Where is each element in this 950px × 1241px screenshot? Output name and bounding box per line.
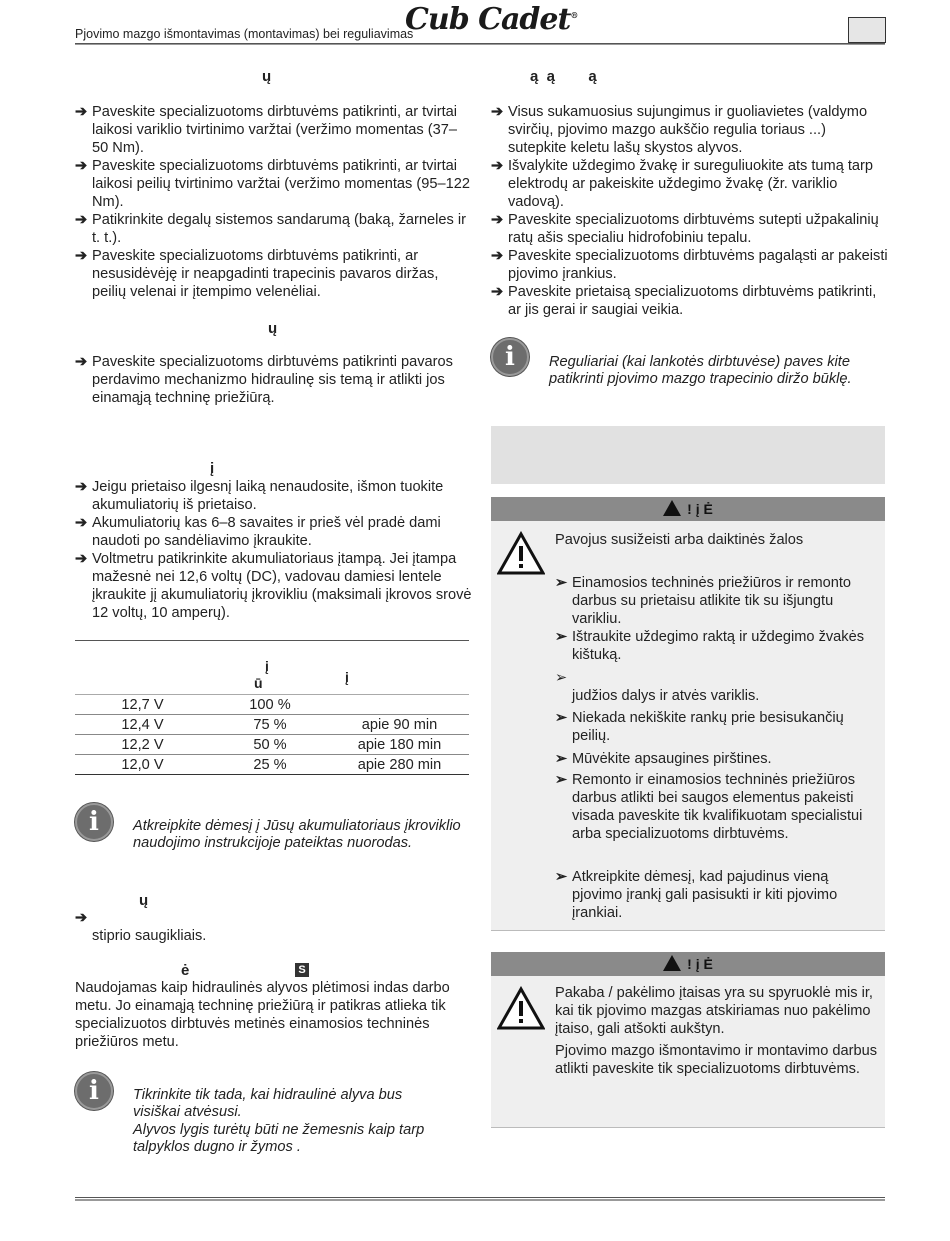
info-icon: i xyxy=(491,338,529,376)
warning-triangle-icon xyxy=(497,986,545,1030)
section-heading: į xyxy=(210,460,215,477)
table-header: ū xyxy=(254,675,263,691)
warning-body xyxy=(491,976,885,1128)
section-heading: ų xyxy=(262,68,272,85)
arrow-icon: ➔ xyxy=(75,910,88,926)
arrow-icon: ➔ xyxy=(75,354,88,370)
warning-header: ! į Ė xyxy=(491,952,885,976)
grey-box xyxy=(491,426,885,484)
header-rule xyxy=(75,43,885,45)
info-icon: i xyxy=(75,1072,113,1110)
cub-cadet-logo: Cub Cadet® xyxy=(405,2,578,37)
arrow-icon: ➔ xyxy=(75,479,88,495)
arrow-icon: ➔ xyxy=(491,212,504,228)
table-header: į xyxy=(345,669,349,685)
list-item: ➔ Akumuliatorių kas 6–8 savaites ir prieš vėl pradė dami naudoti po sandėliavimo įkraukite. xyxy=(75,515,441,549)
footer-rule xyxy=(75,1197,885,1201)
table-row: 12,7 V 100 % xyxy=(75,695,469,715)
list-item: ➔ Paveskite prietaisą specializuotoms dirbtuvėms patikrinti, ar jis gerai ir saugiai veikia. xyxy=(491,284,877,318)
triangle-bullet-icon: ➢ xyxy=(555,772,568,788)
warning-box xyxy=(491,497,885,930)
table-header: į xyxy=(265,658,269,674)
info-note: Reguliariai (kai lankotės dirbtuvėse) paves kite patikrinti pjovimo mazgo trapecinio diržo būklę. xyxy=(549,354,852,387)
arrow-icon: ➔ xyxy=(491,248,504,264)
warning-triangle-icon xyxy=(663,500,681,516)
warning-triangle-icon xyxy=(497,531,545,575)
arrow-icon: ➔ xyxy=(75,515,88,531)
list-item: ➢ Ištraukite uždegimo raktą ir uždegimo žvakės kištuką. xyxy=(555,629,865,663)
list-item: ➔ Visus sukamuosius sujungimus ir guoliavietes (valdymo svirčių, pjovimo mazgo aukščio regulia toriaus ...) sutepkite keletu lašų skystos alyvos. xyxy=(491,104,868,156)
arrow-icon: ➔ xyxy=(75,158,88,174)
list-item: ➢ Niekada nekiškite rankų prie besisukančių peilių. xyxy=(555,710,844,744)
list-item: ➔ Jeigu prietaiso ilgesnį laiką nenaudosite, išmon tuokite akumuliatorių iš prietaiso. xyxy=(75,479,444,513)
warning-header: ! į Ė xyxy=(491,497,885,521)
warning-paragraph: Pakaba / pakėlimo įtaisas yra su spyruoklė mis ir, kai tik pjovimo mazgas atskiriamas nuo pakėlimo įtaiso, gali atšokti aukštyn. xyxy=(555,985,873,1037)
list-item: ➔ Voltmetru patikrinkite akumuliatoriaus įtampą. Jei įtampa mažesnė nei 12,6 voltų (DC), vadovau damiesi lentele įkraukite jį akumuliatorių įkrovikliu (maksimali įkrovos srovė 12 voltų, 10 amperų). xyxy=(75,551,472,621)
list-item: ➔ Paveskite specializuotoms dirbtuvėms pagaląsti ar pakeisti pjovimo įrankius. xyxy=(491,248,888,282)
list-item: stiprio saugikliais. xyxy=(92,928,207,944)
info-note: Atkreipkite dėmesį į Jūsų akumuliatoriaus įkroviklio naudojimo instrukcijoje pateiktas nuorodas. xyxy=(133,818,461,851)
arrow-icon: ➔ xyxy=(75,248,88,264)
list-item: ➢ Einamosios techninės priežiūros ir remonto darbus su prietaisu atlikite tik su išjungtu varikliu. xyxy=(555,575,852,627)
triangle-bullet-icon: ➢ xyxy=(555,751,568,767)
list-item: ➔ Paveskite specializuotoms dirbtuvėms patikrinti pavaros perdavimo mechanizmo hidraulinę sis temą ir atlikti jos einamąją techninę priežiūrą. xyxy=(75,354,453,406)
paragraph: Naudojamas kaip hidraulinės alyvos plėtimosi indas darbo metu. Jo einamąją techninę priežiūrą ir patikras atlieka tik specializuotos dirbtuvės metinės einamosios techninės priežiūros metu. xyxy=(75,980,450,1050)
arrow-icon: ➔ xyxy=(491,284,504,300)
arrow-icon: ➔ xyxy=(75,104,88,120)
arrow-icon: ➔ xyxy=(491,104,504,120)
warning-body xyxy=(491,521,885,931)
warning-paragraph: Pjovimo mazgo išmontavimo ir montavimo darbus atlikti paveskite tik specializuotoms dirbtuvėms. xyxy=(555,1043,877,1077)
list-item: ➢ Mūvėkite apsaugines pirštines. xyxy=(555,751,772,767)
list-item: ➢ Atkreipkite dėmesį, kad pajudinus vieną pjovimo įrankį gali pasisukti ir kiti pjovimo įrankiai. xyxy=(555,869,838,921)
section-heading: ą ą ą xyxy=(530,68,597,85)
s-badge: S xyxy=(295,963,309,977)
section-heading: ų xyxy=(139,892,149,909)
table-row: 12,0 V 25 % apie 280 min xyxy=(75,755,469,775)
warning-title: Pavojus susižeisti arba daiktinės žalos xyxy=(555,532,804,548)
list-item: ➔ Patikrinkite degalų sistemos sandarumą (baką, žarneles ir t. t.). xyxy=(75,212,466,246)
warning-box xyxy=(491,952,885,1127)
triangle-bullet-icon: ➢ xyxy=(555,710,568,726)
info-icon: i xyxy=(75,803,113,841)
page-number-box xyxy=(848,17,886,43)
list-item: ➔ Paveskite specializuotoms dirbtuvėms patikrinti, ar tvirtai laikosi variklio tvirtinimo varžtai (veržimo momentas (37–50 Nm). xyxy=(75,104,457,156)
section-heading: ų xyxy=(268,320,278,337)
arrow-icon: ➔ xyxy=(75,212,88,228)
list-item: ➔ Paveskite specializuotoms dirbtuvėms patikrinti, ar tvirtai laikosi peilių tvirtinimo varžtai (veržimo momentas (95–122 Nm). xyxy=(75,158,470,210)
info-note: Alyvos lygis turėtų būti ne žemesnis kaip tarp talpyklos dugno ir žymos . xyxy=(133,1122,425,1155)
triangle-bullet-icon: ➢ xyxy=(555,629,568,645)
triangle-bullet-icon: ➢ xyxy=(555,670,568,686)
arrow-icon: ➔ xyxy=(491,158,504,174)
list-item: ➢ Remonto ir einamosios techninės priežiūros darbus atlikti bei saugos elementus pakeisti visada paveskite tik kvalifikuotam specialistui arba specializuotoms dirbtuvėms. xyxy=(555,772,863,842)
triangle-bullet-icon: ➢ xyxy=(555,575,568,591)
battery-table xyxy=(75,694,469,775)
running-header: Pjovimo mazgo išmontavimas (montavimas) bei reguliavimas xyxy=(75,27,414,41)
warning-triangle-icon xyxy=(663,955,681,971)
list-item: judžios dalys ir atvės variklis. xyxy=(572,688,760,704)
table-row: 12,4 V 75 % apie 90 min xyxy=(75,715,469,735)
arrow-icon: ➔ xyxy=(75,551,88,567)
table-top-rule xyxy=(75,640,469,641)
info-note: Tikrinkite tik tada, kai hidraulinė alyva bus visiškai atvėsusi. xyxy=(133,1087,403,1120)
triangle-bullet-icon: ➢ xyxy=(555,869,568,885)
section-heading: ė xyxy=(181,962,190,979)
list-item: ➔ Išvalykite uždegimo žvakę ir sureguliuokite ats tumą tarp elektrodų ar pakeiskite uždegimo žvakę (žr. variklio vadovą). xyxy=(491,158,874,210)
list-item: ➔ Paveskite specializuotoms dirbtuvėms patikrinti, ar nesusidėvėję ir neapgadinti trapecinis pavaros diržas, peilių velenai ir įtempimo velenėliai. xyxy=(75,248,439,300)
list-item: ➔ Paveskite specializuotoms dirbtuvėms sutepti užpakalinių ratų ašis specialiu hidrofobiniu tepalu. xyxy=(491,212,879,246)
table-row: 12,2 V 50 % apie 180 min xyxy=(75,735,469,755)
